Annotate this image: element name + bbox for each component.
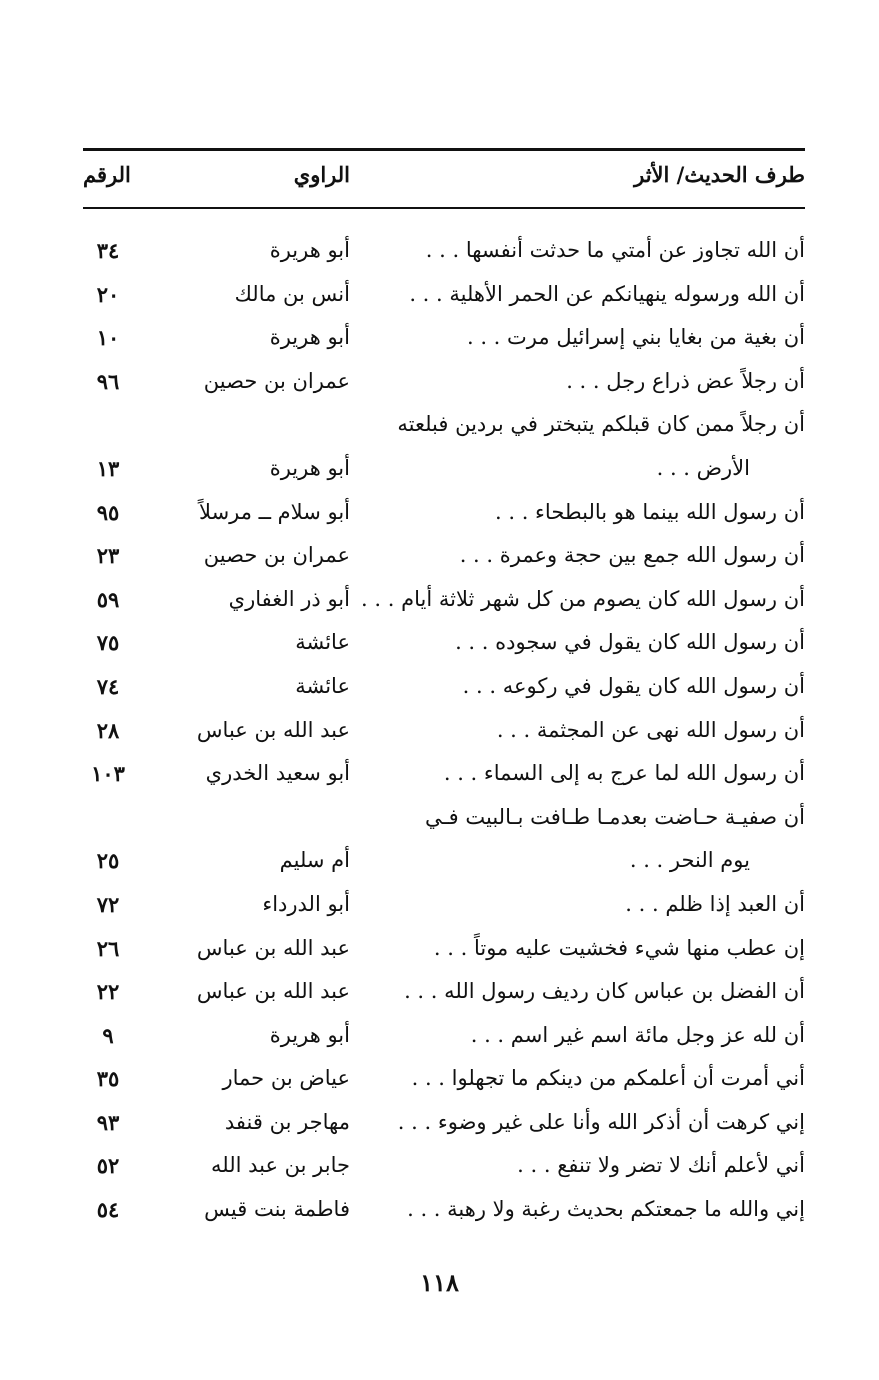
page-number: ١١٨ — [420, 1268, 459, 1297]
hadith-number: ٣٤ — [96, 238, 120, 263]
narrator-name: عبد الله بن عباس — [196, 979, 350, 1004]
narrator-name: جابر بن عبد الله — [210, 1153, 350, 1178]
table-row — [83, 1191, 805, 1235]
narrator-name: أبو سعيد الخدري — [205, 761, 350, 786]
hadith-text: أن رسول الله بينما هو بالبطحاء . . . — [495, 499, 805, 524]
hadith-text: أن رجلاً ممن كان قبلكم يتبختر في بردين فبلعته — [397, 412, 805, 437]
header-rule — [83, 207, 805, 209]
hadith-text: إني كرهت أن أذكر الله وأنا على غير وضوء . . . — [397, 1109, 805, 1134]
table-row — [83, 755, 805, 799]
index-table — [83, 232, 805, 1235]
hadith-text: يوم النحر . . . — [629, 848, 750, 873]
hadith-number: ١٠ — [96, 325, 120, 351]
hadith-text: أن العبد إذا ظلم . . . — [625, 891, 805, 916]
hadith-text: أن لله عز وجل مائة اسم غير اسم . . . — [470, 1022, 805, 1047]
hadith-text: أن صفيـة حـاضت بعدمـا طـافت بـالبيت فـي — [425, 804, 805, 829]
hadith-text: إني والله ما جمعتكم بحديث رغبة ولا رهبة . . . — [407, 1197, 805, 1222]
hadith-text: أن بغية من بغايا بني إسرائيل مرت . . . — [466, 325, 805, 350]
narrator-name: أبو هريرة — [269, 455, 350, 480]
hadith-number: ٥٩ — [96, 586, 120, 612]
hadith-number: ٩ — [102, 1022, 114, 1048]
table-row — [83, 973, 805, 1017]
hadith-number: ١٣ — [96, 455, 120, 481]
hadith-number: ١٠٣ — [91, 761, 125, 787]
hadith-text: أن رسول الله كان يقول في سجوده . . . — [455, 630, 805, 655]
hadith-number: ٧٥ — [96, 630, 120, 656]
hadith-number: ٢٦ — [96, 935, 120, 961]
header-hadith: طرف الحديث/ الأثر — [634, 162, 805, 187]
narrator-name: عبد الله بن عباس — [196, 717, 350, 742]
hadith-number: ٣٥ — [96, 1066, 120, 1092]
table-row — [83, 537, 805, 581]
table-row — [83, 799, 805, 843]
hadith-number: ٥٢ — [96, 1153, 120, 1179]
hadith-number: ٧٢ — [96, 891, 120, 917]
hadith-number: ٢٢ — [96, 979, 120, 1005]
narrator-name: عمران بن حصين — [203, 368, 350, 393]
hadith-number: ٩٦ — [96, 368, 120, 394]
hadith-text: أن الله ورسوله ينهيانكم عن الحمر الأهلية . . . — [409, 281, 805, 306]
narrator-name: أبو هريرة — [269, 325, 350, 350]
hadith-number: ٥٤ — [96, 1197, 120, 1223]
table-row — [83, 842, 805, 886]
table-row — [83, 624, 805, 668]
narrator-name: عياض بن حمار — [222, 1066, 350, 1091]
hadith-text: أن الله تجاوز عن أمتي ما حدثت أنفسها . . . — [425, 238, 805, 262]
narrator-name: أبو ذر الغفاري — [228, 586, 350, 611]
hadith-number: ٢٠ — [96, 281, 120, 307]
table-header — [83, 158, 805, 198]
hadith-text: أن رسول الله كان يقول في ركوعه . . . — [462, 673, 805, 698]
table-row — [83, 930, 805, 974]
narrator-name: أبو سلام ــ مرسلاً — [199, 499, 350, 524]
hadith-text: الأرض . . . — [656, 455, 750, 480]
hadith-number: ٢٣ — [96, 543, 120, 569]
table-row — [83, 712, 805, 756]
narrator-name: عمران بن حصين — [203, 543, 350, 568]
hadith-text: أن رسول الله جمع بين حجة وعمرة . . . — [459, 543, 805, 568]
table-row — [83, 276, 805, 320]
table-row — [83, 581, 805, 625]
hadith-text: إن عطب منها شيء فخشيت عليه موتاً . . . — [433, 935, 805, 960]
table-row — [83, 1147, 805, 1191]
narrator-name: أم سليم — [279, 848, 350, 873]
table-row — [83, 363, 805, 407]
hadith-number: ٢٥ — [96, 848, 120, 874]
table-row — [83, 450, 805, 494]
hadith-number: ٧٤ — [96, 673, 120, 699]
header-number: الرقم — [83, 162, 131, 187]
narrator-name: أنس بن مالك — [234, 281, 350, 306]
narrator-name: مهاجر بن قنفد — [224, 1109, 350, 1134]
table-row — [83, 319, 805, 363]
hadith-text: أني لأعلم أنك لا تضر ولا تنفع . . . — [517, 1153, 805, 1178]
hadith-text: أن رجلاً عض ذراع رجل . . . — [566, 368, 805, 393]
table-row — [83, 1104, 805, 1148]
table-row — [83, 668, 805, 712]
table-row — [83, 232, 805, 276]
top-rule — [83, 148, 805, 151]
table-row — [83, 494, 805, 538]
hadith-text: أن رسول الله لما عرج به إلى السماء . . . — [443, 761, 805, 786]
hadith-number: ٢٨ — [96, 717, 120, 743]
table-row — [83, 1060, 805, 1104]
narrator-name: أبو هريرة — [269, 238, 350, 262]
table-row — [83, 406, 805, 450]
narrator-name: أبو هريرة — [269, 1022, 350, 1047]
table-row — [83, 886, 805, 930]
hadith-number: ٩٣ — [96, 1109, 120, 1135]
narrator-name: عائشة — [295, 673, 350, 698]
hadith-number: ٩٥ — [96, 499, 120, 525]
table-row — [83, 1017, 805, 1061]
narrator-name: أبو الدرداء — [262, 891, 350, 916]
hadith-text: أني أمرت أن أعلمكم من دينكم ما تجهلوا . . . — [411, 1066, 805, 1091]
hadith-text: أن رسول الله نهى عن المجثمة . . . — [496, 717, 805, 742]
narrator-name: فاطمة بنت قيس — [204, 1197, 350, 1222]
narrator-name: عبد الله بن عباس — [196, 935, 350, 960]
hadith-text: أن رسول الله كان يصوم من كل شهر ثلاثة أيام . . . — [361, 586, 805, 611]
narrator-name: عائشة — [295, 630, 350, 655]
hadith-text: أن الفضل بن عباس كان رديف رسول الله . . . — [404, 979, 805, 1004]
header-narrator: الراوي — [293, 162, 350, 187]
